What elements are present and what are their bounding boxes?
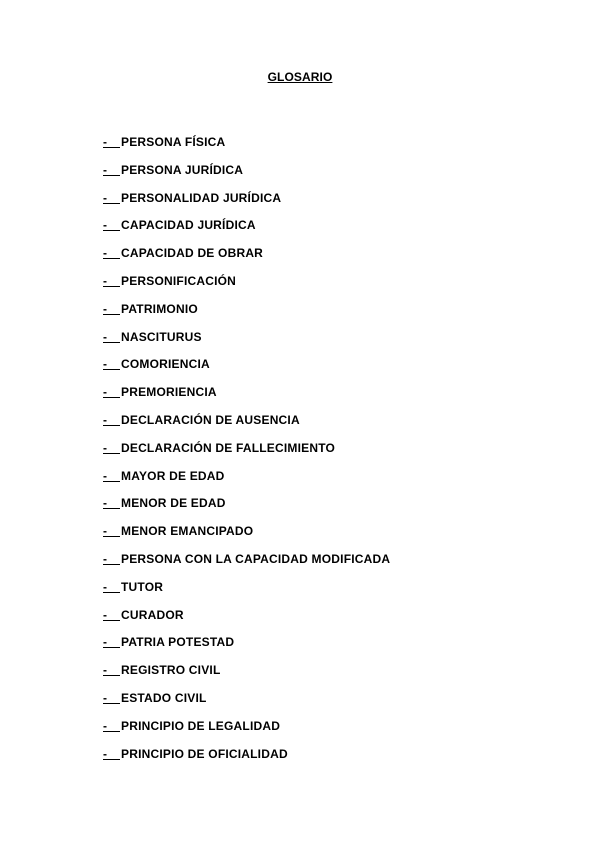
- bullet-underline: [106, 523, 120, 537]
- bullet-marker: [103, 134, 121, 148]
- bullet-underline: [106, 384, 120, 398]
- bullet-marker: [103, 551, 121, 565]
- bullet-dash: -: [103, 218, 107, 233]
- glossary-term: REGISTRO CIVIL: [121, 663, 221, 678]
- glossary-term: PATRIA POTESTAD: [121, 635, 235, 650]
- bullet-dash: -: [103, 246, 107, 261]
- glossary-list: [103, 134, 390, 773]
- bullet-dash: -: [103, 190, 107, 205]
- bullet-marker: [103, 440, 121, 454]
- bullet-underline: [106, 634, 120, 648]
- glossary-entry: [103, 301, 390, 329]
- glossary-term: COMORIENCIA: [121, 357, 210, 372]
- glossary-term: MENOR DE EDAD: [121, 496, 226, 511]
- bullet-dash: -: [103, 551, 107, 566]
- bullet-underline: [106, 468, 120, 482]
- bullet-marker: [103, 162, 121, 176]
- bullet-underline: [106, 718, 120, 732]
- bullet-underline: [106, 245, 120, 259]
- bullet-underline: [106, 607, 120, 621]
- bullet-underline: [106, 662, 120, 676]
- bullet-dash: -: [103, 357, 107, 372]
- bullet-marker: [103, 662, 121, 676]
- bullet-underline: [106, 690, 120, 704]
- glossary-title: GLOSARIO: [267, 70, 333, 84]
- glossary-entry: [103, 718, 390, 746]
- bullet-dash: -: [103, 385, 107, 400]
- glossary-entry: [103, 190, 390, 218]
- bullet-underline: [106, 551, 120, 565]
- bullet-underline: [106, 273, 120, 287]
- bullet-underline: [106, 412, 120, 426]
- bullet-underline: [106, 134, 120, 148]
- glossary-term: CAPACIDAD DE OBRAR: [121, 246, 264, 261]
- bullet-marker: [103, 634, 121, 648]
- glossary-entry: [103, 329, 390, 357]
- glossary-entry: [103, 412, 390, 440]
- glossary-term: PERSONA CON LA CAPACIDAD MODIFICADA: [121, 551, 391, 566]
- bullet-marker: [103, 217, 121, 231]
- glossary-entry: [103, 607, 390, 635]
- glossary-entry: [103, 245, 390, 273]
- glossary-entry: [103, 134, 390, 162]
- glossary-entry: [103, 523, 390, 551]
- bullet-dash: -: [103, 440, 107, 455]
- glossary-entry: [103, 217, 390, 245]
- glossary-entry: [103, 746, 390, 774]
- bullet-underline: [106, 217, 120, 231]
- glossary-entry: [103, 690, 390, 718]
- bullet-marker: [103, 301, 121, 315]
- glossary-term: MAYOR DE EDAD: [121, 468, 225, 483]
- bullet-marker: [103, 356, 121, 370]
- bullet-marker: [103, 746, 121, 760]
- glossary-entry: [103, 273, 390, 301]
- glossary-term: PERSONALIDAD JURÍDICA: [121, 190, 282, 205]
- bullet-underline: [106, 440, 120, 454]
- bullet-underline: [106, 329, 120, 343]
- glossary-entry: [103, 662, 390, 690]
- bullet-dash: -: [103, 273, 107, 288]
- glossary-entry: [103, 162, 390, 190]
- glossary-entry: [103, 551, 390, 579]
- bullet-marker: [103, 718, 121, 732]
- bullet-dash: -: [103, 690, 107, 705]
- glossary-entry: [103, 634, 390, 662]
- glossary-term: TUTOR: [121, 579, 164, 594]
- bullet-dash: -: [103, 663, 107, 678]
- bullet-dash: -: [103, 635, 107, 650]
- glossary-term: CAPACIDAD JURÍDICA: [121, 218, 256, 233]
- glossary-term: CURADOR: [121, 607, 184, 622]
- bullet-underline: [106, 746, 120, 760]
- bullet-underline: [106, 495, 120, 509]
- bullet-marker: [103, 468, 121, 482]
- bullet-dash: -: [103, 496, 107, 511]
- bullet-underline: [106, 579, 120, 593]
- glossary-term: DECLARACIÓN DE FALLECIMIENTO: [121, 440, 336, 455]
- glossary-term: MENOR EMANCIPADO: [121, 524, 254, 539]
- bullet-marker: [103, 579, 121, 593]
- bullet-underline: [106, 162, 120, 176]
- glossary-term: PERSONA FÍSICA: [121, 135, 226, 149]
- bullet-dash: -: [103, 524, 107, 539]
- glossary-entry: [103, 384, 390, 412]
- bullet-dash: -: [103, 607, 107, 622]
- bullet-marker: [103, 190, 121, 204]
- glossary-term: PERSONIFICACIÓN: [121, 273, 237, 288]
- glossary-entry: [103, 468, 390, 496]
- glossary-entry: [103, 579, 390, 607]
- bullet-dash: -: [103, 301, 107, 316]
- bullet-marker: [103, 384, 121, 398]
- bullet-underline: [106, 190, 120, 204]
- bullet-marker: [103, 495, 121, 509]
- glossary-term: NASCITURUS: [121, 329, 202, 344]
- bullet-marker: [103, 245, 121, 259]
- glossary-entry: [103, 495, 390, 523]
- bullet-dash: -: [103, 412, 107, 427]
- bullet-dash: -: [103, 718, 107, 733]
- bullet-underline: [106, 356, 120, 370]
- glossary-term: PRINCIPIO DE LEGALIDAD: [121, 718, 281, 733]
- bullet-dash: -: [103, 135, 107, 149]
- glossary-term: DECLARACIÓN DE AUSENCIA: [121, 412, 300, 427]
- bullet-marker: [103, 273, 121, 287]
- glossary-entry: [103, 440, 390, 468]
- glossary-term: PERSONA JURÍDICA: [121, 162, 244, 177]
- bullet-dash: -: [103, 579, 107, 594]
- bullet-marker: [103, 329, 121, 343]
- bullet-dash: -: [103, 162, 107, 177]
- bullet-marker: [103, 412, 121, 426]
- bullet-dash: -: [103, 329, 107, 344]
- bullet-dash: -: [103, 746, 107, 761]
- bullet-underline: [106, 301, 120, 315]
- glossary-term: PATRIMONIO: [121, 301, 198, 316]
- bullet-marker: [103, 523, 121, 537]
- glossary-entry: [103, 356, 390, 384]
- bullet-marker: [103, 690, 121, 704]
- glossary-term: ESTADO CIVIL: [121, 690, 207, 705]
- bullet-marker: [103, 607, 121, 621]
- bullet-dash: -: [103, 468, 107, 483]
- glossary-term: PRINCIPIO DE OFICIALIDAD: [121, 746, 288, 761]
- glossary-term: PREMORIENCIA: [121, 385, 217, 400]
